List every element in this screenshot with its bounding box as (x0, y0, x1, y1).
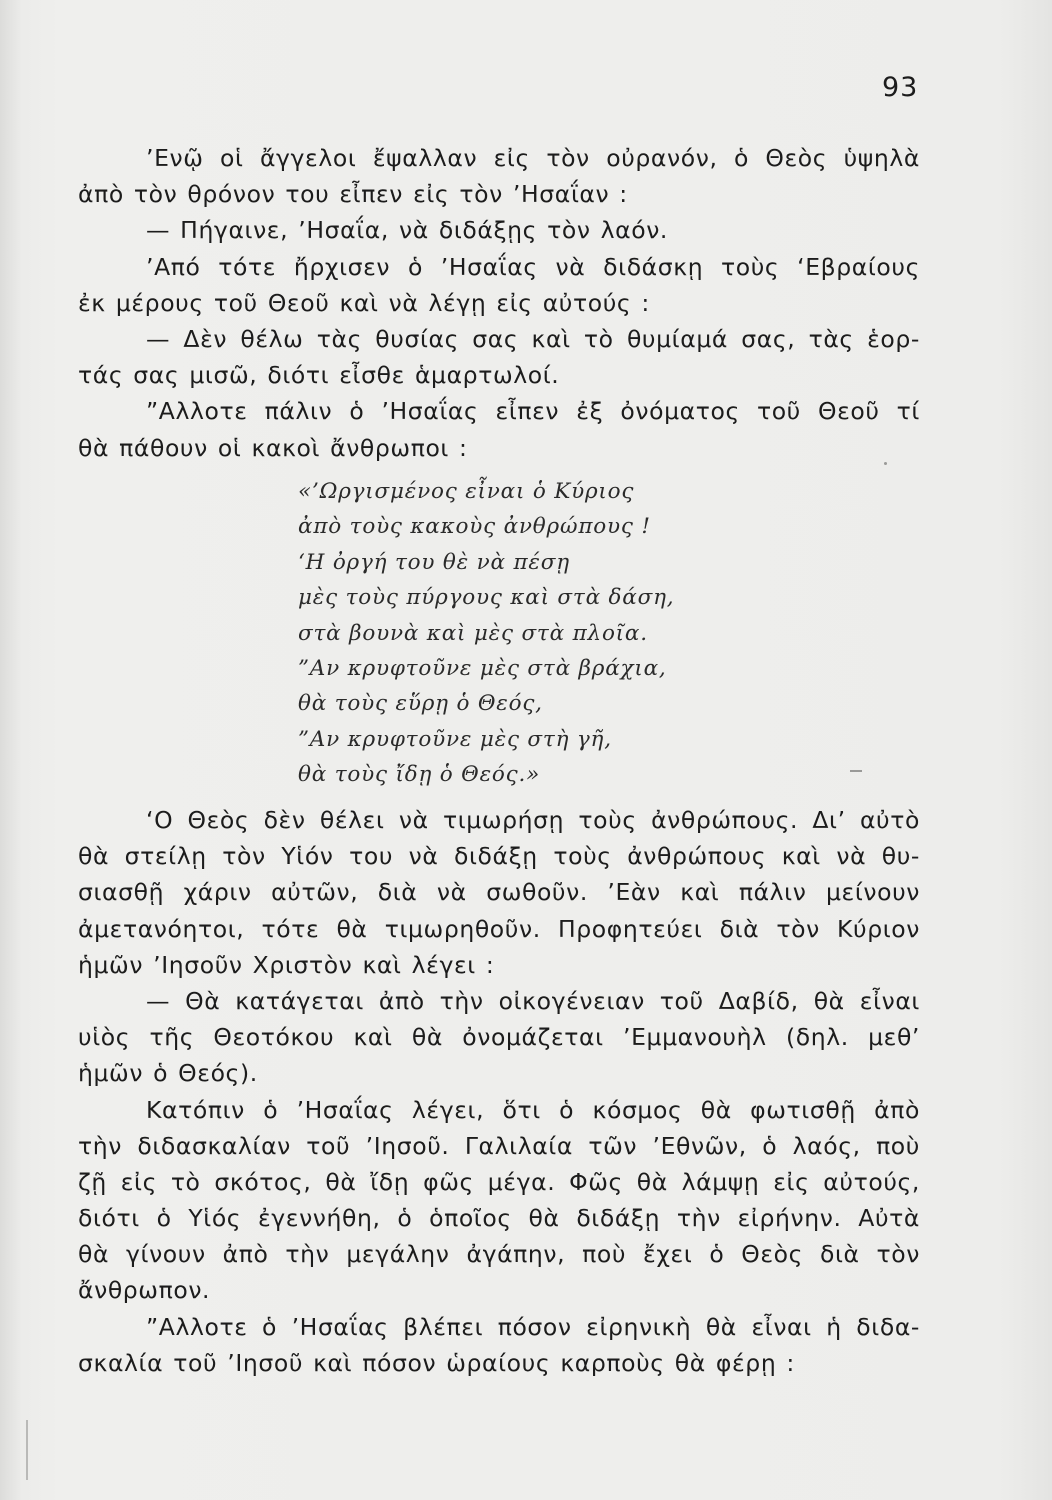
body-text-top (78, 140, 920, 466)
text-line: — Θὰ κατάγεται ἀπὸ τὴν οἰκογένειαν τοῦ Δαβίδ, θὰ εἶναι (146, 986, 920, 1015)
text-line: ”Αλλοτε πάλιν ὁ ’Ησαΐας εἶπεν ἐξ ὀνόματος τοῦ Θεοῦ τί (146, 397, 920, 426)
text-line: ἐκ μέρους τοῦ Θεοῦ καὶ νὰ λέγῃ εἰς αὐτούς : (78, 288, 650, 317)
text-line: ‘Ο Θεὸς δὲν θέλει νὰ τιμωρήσῃ τοὺς ἀνθρώπους. Δι’ αὐτὸ (146, 806, 920, 834)
text-line: ἡμῶν ὁ Θεός). (78, 1059, 258, 1088)
poem-line: θὰ τοὺς εὕρῃ ὁ Θεός, (298, 691, 543, 717)
text-line: ’Από τότε ἤρχισεν ὁ ’Ησαΐας νὰ διδάσκῃ τοὺς ‘Εβραίους (146, 252, 920, 281)
text-line: ἄνθρωπον. (78, 1276, 211, 1305)
body-text-bottom (78, 802, 920, 1381)
poem-line: ‘Η ὀργή του θὲ νὰ πέσῃ (298, 549, 570, 575)
text-line: θὰ στείλῃ τὸν Υἱόν του νὰ διδάξῃ τοὺς ἀνθρώπους καὶ νὰ θυ- (78, 842, 920, 871)
text-line: — Δὲν θέλω τὰς θυσίας σας καὶ τὸ θυμίαμά σας, τὰς ἑορ- (146, 324, 920, 353)
gutter-mark (26, 1420, 28, 1480)
text-line: τὴν διδασκαλίαν τοῦ ’Ιησοῦ. Γαλιλαία τῶν ’Εθνῶν, ὁ λαός, ποὺ (78, 1131, 920, 1160)
text-line: — Πήγαινε, ’Ησαΐα, νὰ διδάξῃς τὸν λαόν. (146, 216, 669, 245)
text-line: υἱὸς τῆς Θεοτόκου καὶ θὰ ὀνομάζεται ’Εμμανουὴλ (δηλ. μεθ’ (78, 1023, 920, 1052)
paper-speck (850, 770, 862, 772)
text-line: σιασθῇ χάριν αὐτῶν, διὰ νὰ σωθοῦν. ’Εὰν καὶ πάλιν μείνουν (78, 878, 920, 907)
poem-line: στὰ βουνὰ καὶ μὲς στὰ πλοῖα. (298, 620, 648, 646)
poem-line: ἀπὸ τοὺς κακοὺς ἀνθρώπους ! (298, 514, 651, 540)
poem-line: «’Ωργισμένος εἶναι ὁ Κύριος (298, 479, 635, 504)
text-line: τάς σας μισῶ, διότι εἶσθε ἁμαρτωλοί. (78, 361, 560, 390)
text-line: ’Ενῷ οἱ ἄγγελοι ἔψαλλαν εἰς τὸν οὐρανόν, ὁ Θεὸς ὑψηλὰ (146, 144, 920, 172)
text-line: σκαλία τοῦ ’Ιησοῦ καὶ πόσον ὡραίους καρποὺς θὰ φέρῃ : (78, 1348, 795, 1377)
text-line: ἀμετανόητοι, τότε θὰ τιμωρηθοῦν. Προφητεύει διὰ τὸν Κύριον (78, 914, 920, 943)
text-line: θὰ πάθουν οἱ κακοὶ ἄνθρωποι : (78, 433, 468, 462)
text-line: ἀπὸ τὸν θρόνον του εἶπεν εἰς τὸν ’Ησαΐαν : (78, 180, 628, 209)
text-line: ἡμῶν ’Ιησοῦν Χριστὸν καὶ λέγει : (78, 950, 495, 979)
poem-line: μὲς τοὺς πύργους καὶ στὰ δάση, (298, 585, 675, 611)
text-line: διότι ὁ Υἱός ἐγεννήθη, ὁ ὁποῖος θὰ διδάξῃ τὴν εἰρήνην. Αὐτὰ (78, 1204, 920, 1233)
poem-line: θὰ τοὺς ἴδῃ ὁ Θεός.» (298, 762, 541, 788)
text-line: ζῇ εἰς τὸ σκότος, θὰ ἴδῃ φῶς μέγα. Φῶς θὰ λάμψῃ εἰς αὐτούς, (78, 1167, 920, 1196)
text-line: ”Αλλοτε ὁ ’Ησαΐας βλέπει πόσον εἰρηνικὴ θὰ εἶναι ἡ διδα- (146, 1312, 920, 1341)
text-line: Κατόπιν ὁ ’Ησαΐας λέγει, ὅτι ὁ κόσμος θὰ φωτισθῇ ἀπὸ (146, 1095, 920, 1124)
poem-line: ”Αν κρυφτοῦνε μὲς στὴ γῆ, (298, 726, 612, 752)
poem-quote (298, 474, 674, 793)
poem-line: ”Αν κρυφτοῦνε μὲς στὰ βράχια, (298, 655, 667, 681)
text-line: θὰ γίνουν ἀπὸ τὴν μεγάλην ἀγάπην, ποὺ ἔχει ὁ Θεὸς διὰ τὸν (78, 1240, 920, 1269)
page-number: 93 (882, 72, 919, 103)
